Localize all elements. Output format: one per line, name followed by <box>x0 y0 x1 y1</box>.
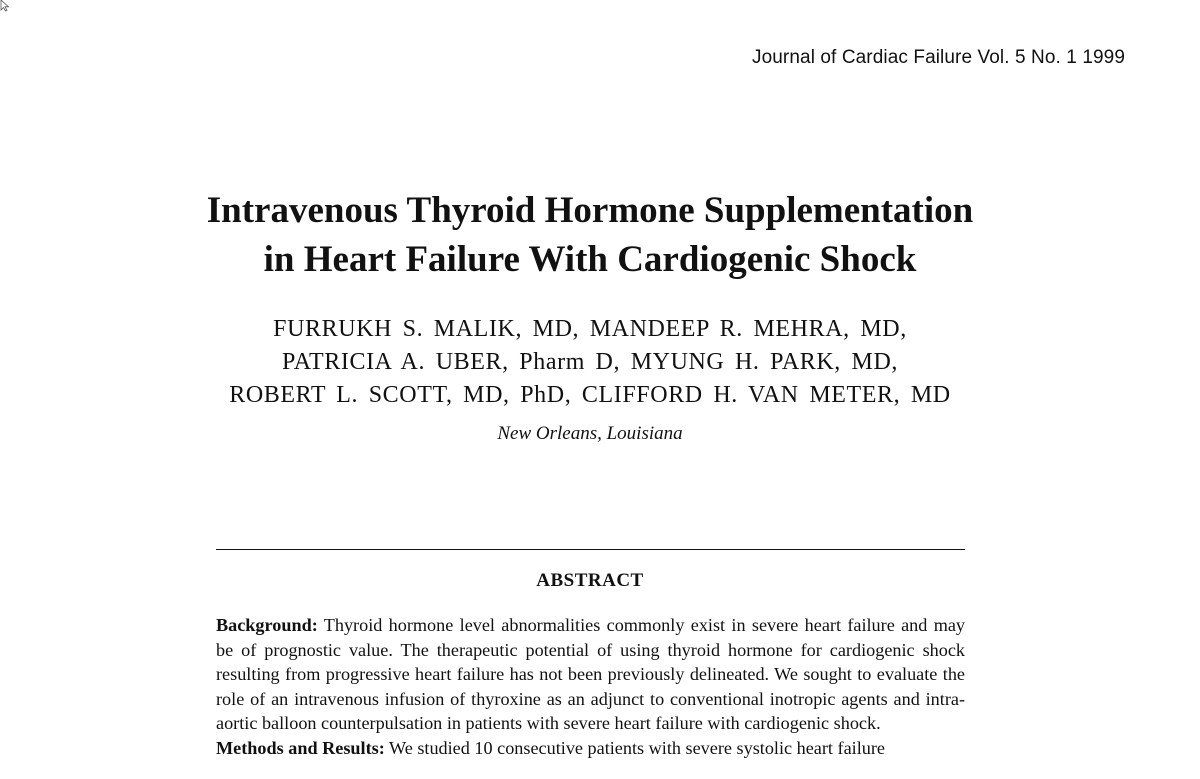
methods-label: Methods and Results: <box>216 737 385 758</box>
abstract-body <box>216 613 965 760</box>
methods-text: We studied 10 consecutive patients with severe systolic heart failure <box>388 737 885 758</box>
journal-citation: Journal of Cardiac Failure Vol. 5 No. 1 1999 <box>752 47 1125 68</box>
background-text: Thyroid hormone level abnormalities commonly exist in severe heart failure and may be of prognostic value. The therapeutic potential of using thyroid hormone for cardiogenic shock resulting from progressive heart failure has not been previously delineated. We sought to evaluate the role of an intravenous infusion of thyroxine as an adjunct to conventional inotropic agents and intra-aortic balloon counterpulsation in patients with severe heart failure with cardiogenic shock. <box>216 615 966 733</box>
abstract-heading: ABSTRACT <box>536 570 644 591</box>
author-list <box>0 313 1180 412</box>
abstract-background <box>216 613 965 736</box>
abstract-methods <box>216 736 965 761</box>
paper-title <box>0 186 1180 284</box>
author-line: ROBERT L. SCOTT, MD, PhD, CLIFFORD H. VAN METER, MD <box>229 382 951 408</box>
author-line: PATRICIA A. UBER, Pharm D, MYUNG H. PARK, MD, <box>282 349 898 375</box>
mouse-cursor-icon <box>0 0 10 12</box>
abstract-divider <box>216 549 965 550</box>
author-line: FURRUKH S. MALIK, MD, MANDEEP R. MEHRA, MD, <box>273 316 907 342</box>
background-label: Background: <box>216 615 318 635</box>
title-line: Intravenous Thyroid Hormone Supplementation <box>206 190 974 231</box>
title-line: in Heart Failure With Cardiogenic Shock <box>263 239 917 280</box>
affiliation: New Orleans, Louisiana <box>497 423 683 444</box>
